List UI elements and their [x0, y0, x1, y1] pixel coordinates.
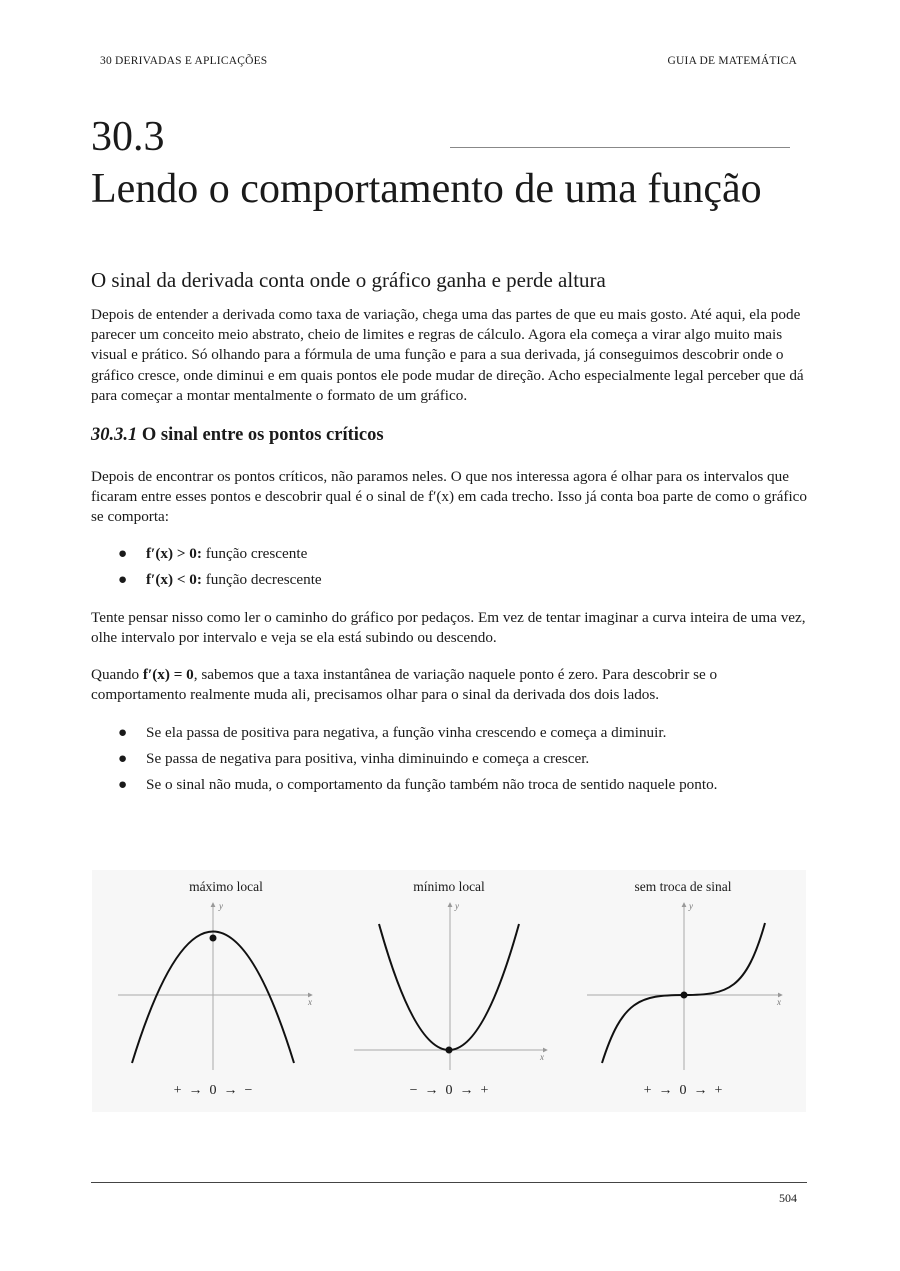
list-item: [118, 541, 808, 567]
x-axis-label: x: [777, 997, 781, 1007]
change-rule-text: Se passa de negativa para positiva, vinha diminuindo e começa a crescer.: [146, 750, 590, 767]
section-subtitle: O sinal da derivada conta onde o gráfico ganha e perde altura: [91, 268, 606, 292]
figure-svg: [92, 870, 806, 1112]
sign-sequence: + → 0 → +: [643, 1083, 723, 1098]
section-number: 30.3: [91, 114, 165, 160]
list-item: [118, 772, 808, 798]
zero-text-after: , sabemos que a taxa instantânea de variação naquele ponto é zero. Para descobrir se o comportamento realmente muda ali, precisamos olhar para o sinal da derivada dos dois lados.: [91, 666, 718, 704]
bullet-icon: ●: [118, 750, 128, 767]
zero-derivative-paragraph: [91, 665, 811, 705]
bullet-icon: ●: [118, 545, 128, 562]
sign-sequence: − → 0 → +: [409, 1083, 489, 1098]
section-title: Lendo o comportamento de uma função: [91, 166, 762, 212]
intro-paragraph: Depois de entender a derivada como taxa de variação, chega uma das partes de que eu mais gosto. Até aqui, ela pode parecer um conceito meio abstrato, cheio de limites e regras de cálculo. Agora ela começa a virar algo muito mais visual e prático. Só olhando para a fórmula de uma função e para a sua derivada, já conseguimos descobrir onde o gráfico cresce, onde diminui e em quais pontos ele pode mudar de direção. Acho especialmente legal perceber que dá para começar a montar mentalmente o formato de um gráfico.: [91, 306, 804, 404]
rule-formula: f′(x) < 0:: [146, 571, 202, 588]
running-header-book: GUIA DE MATEMÁTICA: [667, 55, 797, 67]
x-axis-label: x: [540, 1052, 544, 1062]
bullet-icon: ●: [118, 571, 128, 588]
footer-rule: [91, 1182, 807, 1183]
y-axis-label: y: [455, 901, 459, 911]
subsection-title: O sinal entre os pontos críticos: [141, 425, 384, 445]
rule-text: função decrescente: [201, 571, 322, 588]
critical-point: [446, 1047, 453, 1054]
x-axis-label: x: [308, 997, 312, 1007]
curve-minimum: [379, 924, 519, 1050]
rule-formula: f′(x) > 0:: [146, 545, 202, 562]
list-item: [118, 720, 808, 746]
running-header-chapter: 30 DERIVADAS E APLICAÇÕES: [100, 55, 268, 67]
subsection-heading: [91, 425, 384, 446]
zero-formula: f′(x) = 0: [142, 666, 194, 683]
zero-text-before: Quando: [91, 666, 143, 683]
change-rule-text: Se o sinal não muda, o comportamento da função também não troca de sentido naquele ponto.: [146, 776, 718, 793]
y-axis-label: y: [219, 901, 223, 911]
panel-local-min: [354, 879, 547, 1098]
panel-title: sem troca de sinal: [634, 879, 732, 894]
critical-points-paragraph: Depois de encontrar os pontos críticos, não paramos neles. O que nos interessa agora é olhar para os intervalos que ficaram entre esses pontos e descobrir qual é o sinal de f′(x) em cada trecho. Isso já conta boa parte de como o gráfico se comporta:: [91, 468, 808, 526]
panel-title: máximo local: [189, 879, 263, 894]
sign-sequence: + → 0 → −: [173, 1083, 253, 1098]
panel-local-max: [118, 879, 312, 1098]
list-item: [118, 567, 808, 593]
panel-no-sign-change: [587, 879, 782, 1098]
rule-text: função crescente: [201, 545, 308, 562]
critical-point: [210, 935, 217, 942]
subsection-number: 30.3.1: [91, 425, 138, 445]
change-rule-text: Se ela passa de positiva para negativa, a função vinha crescendo e começa a diminuir.: [146, 724, 667, 741]
derivative-sign-figure: [92, 870, 806, 1112]
bullet-icon: ●: [118, 776, 128, 793]
critical-point: [681, 992, 688, 999]
page-number: 504: [779, 1191, 797, 1205]
list-item: [118, 746, 808, 772]
sign-rules-list: [118, 541, 808, 593]
y-axis-label: y: [689, 901, 693, 911]
panel-title: mínimo local: [413, 879, 485, 894]
sign-change-list: [118, 720, 808, 798]
bullet-icon: ●: [118, 724, 128, 741]
path-paragraph: Tente pensar nisso como ler o caminho do gráfico por pedaços. Em vez de tentar imaginar a curva inteira de uma vez, olhe intervalo por intervalo e veja se ela está subindo ou descendo.: [91, 609, 806, 647]
title-rule: [450, 147, 790, 148]
